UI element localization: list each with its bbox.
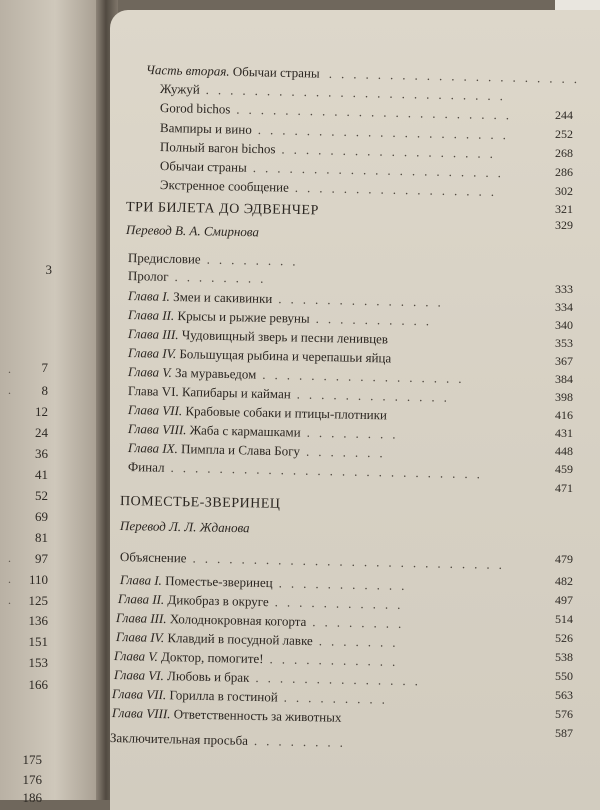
toc-item: Предисловие ........ [127, 250, 305, 269]
chapter-entry: Глава VII. Крабовые собаки и птицы-плотники [127, 402, 388, 423]
left-page-number: 176 [22, 772, 42, 787]
page-number: 252 [555, 127, 573, 141]
translator-credit: Перевод В. А. Смирнова [125, 222, 260, 240]
translator-credit: Перевод Л. Л. Жданова [119, 518, 250, 536]
page-number: 587 [555, 726, 573, 740]
chapter-entry: Глава III. Чудовищный зверь и песни ленивцев [127, 326, 389, 347]
page-number: 448 [555, 444, 573, 458]
page-number: 384 [555, 372, 573, 386]
chapter-entry: Глава V. За муравьедом ................. [127, 364, 471, 387]
page-number: 334 [555, 300, 573, 314]
left-page-number: 153 [28, 655, 48, 670]
left-page-number: 81 [35, 530, 48, 545]
left-page-number: 69 [35, 509, 48, 524]
page-number: 302 [555, 184, 573, 198]
chapter-entry: Глава VI. Капибары и кайман ............. [127, 383, 457, 405]
left-page-number: 12 [35, 404, 48, 419]
page-number: 471 [555, 481, 573, 495]
section-title: ПОМЕСТЬЕ-ЗВЕРИНЕЦ [119, 494, 281, 512]
left-page-number: 41 [35, 467, 48, 482]
toc-item: Gorod bichos ....................... [159, 100, 519, 123]
page-number: 431 [555, 426, 573, 440]
chapter-entry: Глава V. Доктор, помогите! ........... [113, 648, 405, 670]
left-page-number: 97 [35, 551, 48, 566]
page-number: 482 [555, 574, 573, 588]
chapter-entry: Глава IV. Большущая рыбина и черепашьи яйца [127, 345, 392, 366]
page-number: 367 [555, 354, 573, 368]
left-page-number: 166 [28, 677, 48, 692]
page-number: 353 [555, 336, 573, 350]
page-number: 563 [555, 688, 573, 702]
left-page-number: 110 [28, 572, 48, 587]
page-number: 576 [555, 707, 573, 721]
left-page-number: 125 [28, 593, 48, 608]
page-number: 268 [555, 146, 573, 160]
chapter-entry: Глава III. Холоднокровная когорта ........ [115, 610, 411, 632]
left-page-number: 175 [22, 752, 42, 767]
page-number: 340 [555, 318, 573, 332]
page-number: 497 [555, 593, 573, 607]
left-page-number: 24 [35, 425, 48, 440]
chapter-entry: Глава I. Поместье-зверинец ........... [119, 572, 414, 594]
page-number: 416 [555, 408, 573, 422]
toc-item: Финал .......................... [127, 459, 490, 482]
chapter-entry: Глава VIII. Ответственность за животных [111, 705, 342, 725]
part-label: Часть вторая. [145, 62, 230, 79]
chapter-entry: Глава VII. Горилла в гостиной ......... [111, 686, 395, 707]
chapter-entry: Глава VI. Любовь и брак .............. [113, 667, 428, 689]
toc-item: Объяснение .......................... [119, 549, 512, 573]
toc-item: Обычаи страны ..................... [159, 158, 511, 181]
page-number: 286 [555, 165, 573, 179]
chapter-entry: Глава I. Змеи и сакивинки .............. [127, 288, 450, 310]
chapter-entry: Глава II. Крысы и рыжие ревуны .......... [127, 307, 439, 329]
left-page-number: 36 [35, 446, 48, 461]
page-number: 479 [555, 552, 573, 566]
chapter-entry: Глава VIII. Жаба с кармашками ........ [127, 421, 405, 442]
left-page-number: 7 [41, 360, 48, 375]
toc-item: Жужуй ......................... [159, 81, 513, 104]
page-number: 321 [555, 202, 573, 216]
section-title: ТРИ БИЛЕТА ДО ЭДВЕНЧЕР [125, 200, 319, 219]
left-page-number: 186 [22, 790, 42, 805]
left-page-number: 8 [41, 383, 48, 398]
page-number: 550 [555, 669, 573, 683]
toc-item: Вампиры и вино ..................... [159, 120, 516, 143]
toc-item: Заключительная просьба ........ [109, 730, 353, 751]
left-page-number: 52 [35, 488, 48, 503]
toc-item: Экстренное сообщение ................. [159, 177, 504, 200]
left-page-number: 151 [28, 634, 48, 649]
part-title: Обычаи страны [232, 63, 320, 81]
page-number: 526 [555, 631, 573, 645]
page-number: 244 [555, 108, 573, 122]
page-number: 538 [555, 650, 573, 664]
toc-item: Пролог ........ [127, 268, 273, 287]
page-number: 329 [555, 218, 573, 232]
chapter-entry: Глава IV. Клавдий в посудной лавке ....... [115, 629, 405, 651]
page-number: 514 [555, 612, 573, 626]
toc-item: Полный вагон bichos .................. [159, 139, 503, 162]
page-number: 459 [555, 462, 573, 476]
chapter-entry: Глава IX. Пимпла и Слава Богу ....... [127, 440, 392, 461]
page-number: 398 [555, 390, 573, 404]
part-two-heading: Часть вторая. Обычаи страны ..................... [145, 62, 587, 87]
page-number: 333 [555, 282, 573, 296]
left-page-number: 3 [45, 262, 52, 277]
left-page-number: 136 [28, 613, 48, 628]
chapter-entry: Глава II. Дикобраз в округе ........... [117, 591, 410, 613]
